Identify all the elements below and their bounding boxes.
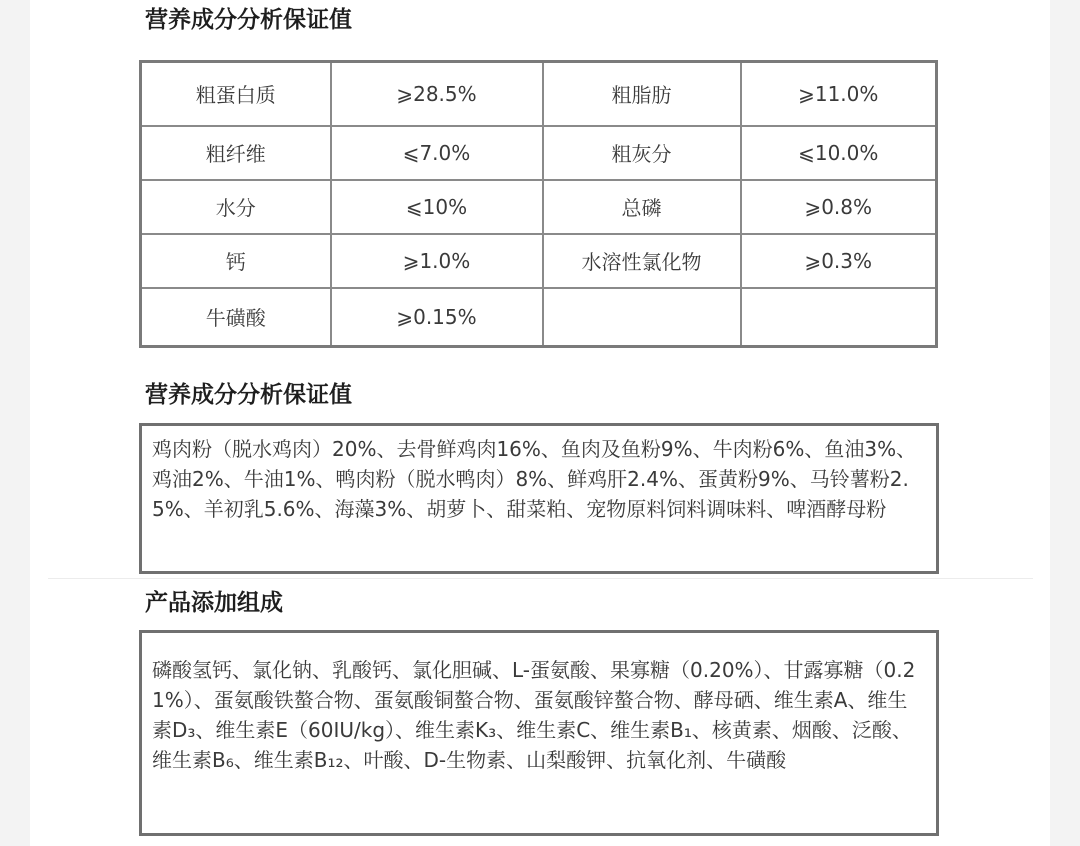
nutrient-name: 粗纤维 bbox=[141, 126, 331, 180]
nutrient-value: ⩾28.5% bbox=[331, 62, 543, 126]
nutrient-name: 钙 bbox=[141, 234, 331, 288]
table-row bbox=[141, 180, 937, 234]
section-divider bbox=[48, 578, 1033, 579]
table-row bbox=[141, 288, 937, 347]
additives-text-box: 磷酸氢钙、氯化钠、乳酸钙、氯化胆碱、L-蛋氨酸、果寡糖（0.20%）、甘露寡糖（0.21%）、蛋氨酸铁螯合物、蛋氨酸铜螯合物、蛋氨酸锌螯合物、酵母硒、维生素A、维生素D₃、维生素E（60IU/kg）、维生素K₃、维生素C、维生素B₁、核黄素、烟酸、泛酸、维生素B₆、维生素B₁₂、叶酸、D-生物素、山梨酸钾、抗氧化剂、牛磺酸 bbox=[139, 630, 939, 836]
nutrient-name: 水分 bbox=[141, 180, 331, 234]
ingredients-text-box: 鸡肉粉（脱水鸡肉）20%、去骨鲜鸡肉16%、鱼肉及鱼粉9%、牛肉粉6%、鱼油3%、鸡油2%、牛油1%、鸭肉粉（脱水鸭肉）8%、鲜鸡肝2.4%、蛋黄粉9%、马铃薯粉2.5%、羊初乳5.6%、海藻3%、胡萝卜、甜菜粕、宠物原料饲料调味料、啤酒酵母粉 bbox=[139, 423, 939, 574]
nutrient-value: ⩽10.0% bbox=[741, 126, 937, 180]
nutrient-analysis-table bbox=[139, 60, 938, 348]
table-row bbox=[141, 126, 937, 180]
section-title-analysis: 营养成分分析保证值 bbox=[145, 7, 352, 33]
empty-cell bbox=[543, 288, 741, 347]
nutrient-name: 水溶性氯化物 bbox=[543, 234, 741, 288]
nutrient-name: 总磷 bbox=[543, 180, 741, 234]
nutrient-value: ⩽7.0% bbox=[331, 126, 543, 180]
nutrient-name: 粗蛋白质 bbox=[141, 62, 331, 126]
table-row bbox=[141, 234, 937, 288]
nutrient-value: ⩾0.8% bbox=[741, 180, 937, 234]
nutrient-name: 粗脂肪 bbox=[543, 62, 741, 126]
nutrient-value: ⩾1.0% bbox=[331, 234, 543, 288]
nutrient-value: ⩾0.3% bbox=[741, 234, 937, 288]
nutrient-name: 粗灰分 bbox=[543, 126, 741, 180]
section-title-additives: 产品添加组成 bbox=[145, 590, 283, 616]
empty-cell bbox=[741, 288, 937, 347]
nutrient-name: 牛磺酸 bbox=[141, 288, 331, 347]
table-row bbox=[141, 62, 937, 126]
nutrient-value: ⩾0.15% bbox=[331, 288, 543, 347]
section-title-ingredients: 营养成分分析保证值 bbox=[145, 382, 352, 408]
nutrient-value: ⩾11.0% bbox=[741, 62, 937, 126]
nutrient-value: ⩽10% bbox=[331, 180, 543, 234]
